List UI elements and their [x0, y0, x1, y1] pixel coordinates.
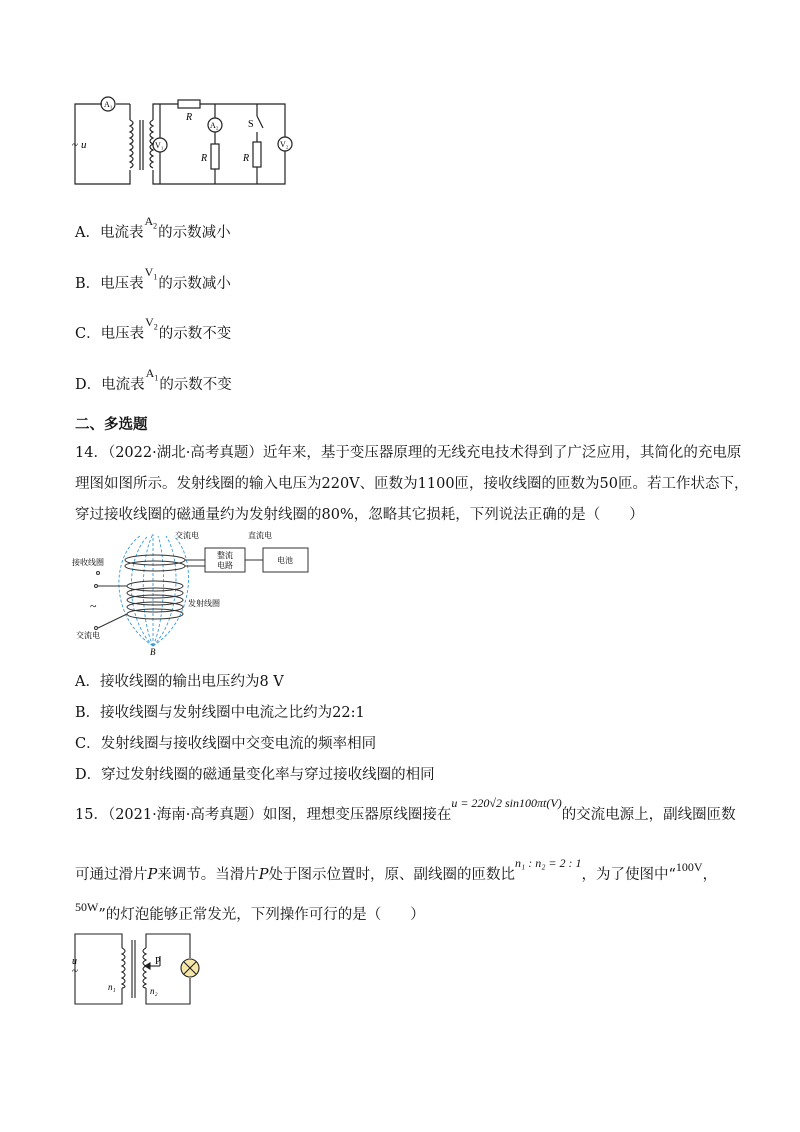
option-14-a: A．接收线圈的输出电压约为8 V — [75, 674, 284, 690]
turns-ratio-formula: n₁ : n₂ = 2 : 1 — [515, 856, 582, 870]
section-heading: 二、多选题 — [75, 417, 148, 433]
receive-coil-label: 接收线圈 — [72, 558, 104, 567]
switch-label: S — [248, 119, 254, 130]
ac-label-top: 交流电 — [175, 531, 199, 540]
option-14-c: C．发射线圈与接收线圈中交变电流的频率相同 — [75, 736, 377, 752]
voltmeter-symbol: $V_1$ — [144, 265, 158, 282]
ac-symbol: ~ — [72, 965, 78, 977]
rectifier-label: 电路 — [217, 561, 233, 570]
option-13-b: B．电压表$V_1$的示数减小 — [75, 265, 231, 292]
slider-p-label: P — [155, 956, 161, 967]
ac-label-bottom: 交流电 — [76, 631, 100, 640]
field-b-label: B — [150, 647, 156, 656]
ammeter-a1-label: A₁ — [104, 100, 113, 109]
question-15-line2: 可通过滑片P来调节。当滑片P处于图示位置时，原、副线圈的匝数比$^{n_1 : n_2 = 2 : 1}$，为了使图中“$^{100V}$， — [75, 856, 718, 883]
question-15-line1: 15．（2021·海南·高考真题）如图，理想变压器原线圈接在$^{u = 220√2 sin100\pi t(V)}$的交流电源上，副线圈匝数 — [75, 796, 736, 823]
voltage-u-label: u — [72, 956, 77, 967]
question-14-text: 穿过接收线圈的磁通量约为发射线圈的80%，忽略其它损耗，下列说法正确的是（ ） — [75, 507, 644, 523]
circuit-diagram-1 — [70, 92, 295, 192]
option-14-b: B．接收线圈与发射线圈中电流之比约为22:1 — [75, 705, 365, 721]
voltmeter-symbol: $V_2$ — [145, 315, 158, 332]
option-13-a: A．电流表$A_2$的示数减小 — [75, 214, 231, 241]
voltmeter-v1-label: V₁ — [155, 141, 164, 150]
question-15-line3: $^{50W}$”的灯泡能够正常发光，下列操作可行的是（ ） — [75, 900, 425, 923]
n2-label: n₂ — [150, 986, 158, 996]
question-14-text: 14．（2022·湖北·高考真题）近年来，基于变压器原理的无线充电技术得到了广泛应用，其简化的充电原 — [75, 445, 742, 461]
ac-symbol: ~ — [90, 599, 97, 613]
voltmeter-v2-label: V₂ — [280, 140, 289, 149]
ammeter-symbol: $A_2$ — [144, 214, 158, 231]
question-14-text: 理图如图所示。发射线圈的输入电压为220V、匝数为1100匝，接收线圈的匝数为50匝。若工作状态下， — [75, 476, 749, 492]
ammeter-symbol: $A_1$ — [145, 366, 159, 383]
transformer-lamp-diagram — [70, 928, 220, 1008]
transmit-coil-label: 发射线圈 — [188, 599, 220, 608]
voltage-u-label: u — [81, 139, 87, 151]
resistor-label: R — [201, 153, 208, 164]
dc-label: 直流电 — [248, 531, 272, 540]
voltage-formula: u = 220√2 sin100πt(V) — [451, 796, 562, 810]
option-13-d: D．电流表$A_1$的示数不变 — [75, 366, 232, 393]
option-14-d: D．穿过发射线圈的磁通量变化率与穿过接收线圈的相同 — [75, 767, 435, 783]
battery-label: 电池 — [277, 556, 293, 565]
ac-symbol: ~ — [72, 139, 78, 151]
resistor-label: R — [243, 153, 250, 164]
option-13-c: C．电压表$V_2$的示数不变 — [75, 315, 232, 342]
resistor-label: R — [186, 112, 193, 123]
wireless-charging-diagram — [70, 528, 315, 656]
rectifier-label: 整流 — [217, 551, 233, 560]
n1-label: n₁ — [108, 982, 116, 992]
ammeter-a2-label: A₂ — [210, 121, 219, 130]
